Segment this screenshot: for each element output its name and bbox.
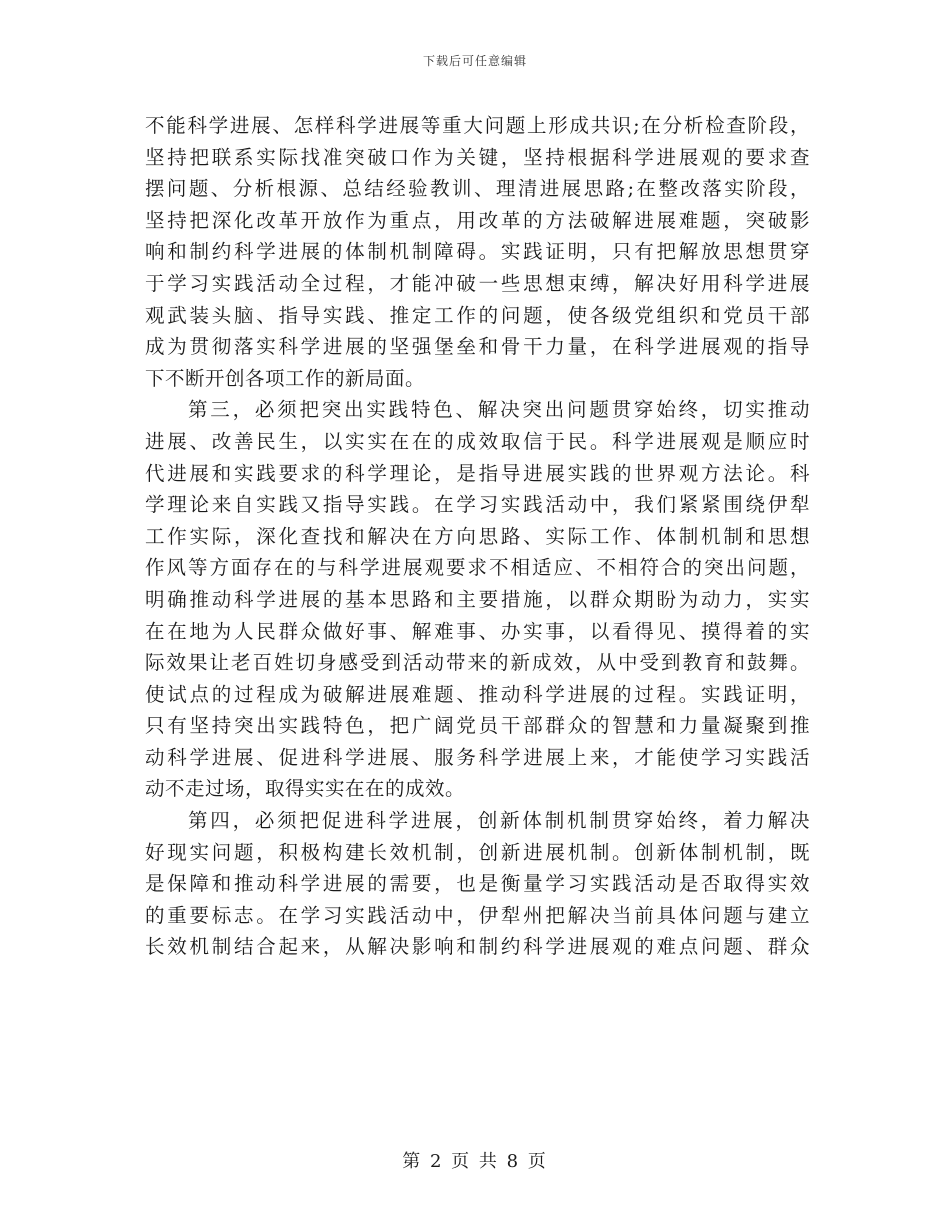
body-line: 摆问题、分析根源、总结经验教训、理清进展思路;在整改落实阶段， bbox=[145, 177, 810, 201]
body-line: 是保障和推动科学进展的需要，也是衡量学习实践活动是否取得实效 bbox=[145, 872, 810, 896]
body-line: 明确推动科学进展的基本思路和主要措施，以群众期盼为动力，实实 bbox=[145, 587, 810, 611]
header-note: 下载后可任意编辑 bbox=[422, 54, 527, 68]
body-line: 观武装头脑、指导实践、推定工作的问题，使各级党组织和党员干部 bbox=[145, 303, 810, 327]
body-line: 不能科学进展、怎样科学进展等重大问题上形成共识;在分析检查阶段， bbox=[145, 114, 810, 137]
body-line: 成为贯彻落实科学进展的坚强堡垒和骨干力量，在科学进展观的指导 bbox=[145, 335, 810, 359]
body-line: 进展、改善民生，以实实在在的成效取信于民。科学进展观是顺应时 bbox=[145, 429, 810, 453]
body-line: 坚持把深化改革开放作为重点，用改革的方法破解进展难题，突破影 bbox=[145, 208, 810, 232]
body-line: 只有坚持突出实践特色，把广阔党员干部群众的智慧和力量凝聚到推 bbox=[145, 714, 810, 738]
page-number: 第 2 页 共 8 页 bbox=[402, 1151, 548, 1172]
body-line: 在在地为人民群众做好事、解难事、办实事，以看得见、摸得着的实 bbox=[145, 619, 810, 643]
paragraph-start-line: 第四，必须把促进科学进展，创新体制机制贯穿始终，着力解决 bbox=[188, 809, 810, 833]
body-line: 作风等方面存在的与科学进展观要求不相适应、不相符合的突出问题， bbox=[145, 556, 810, 580]
body-line: 动不走过场，取得实实在在的成效。 bbox=[145, 777, 466, 801]
body-line: 代进展和实践要求的科学理论，是指导进展实践的世界观方法论。科 bbox=[145, 461, 810, 485]
body-line: 动科学进展、促进科学进展、服务科学进展上来，才能使学习实践活 bbox=[145, 745, 810, 769]
document-body bbox=[145, 110, 810, 963]
body-line: 坚持把联系实际找准突破口作为关键，坚持根据科学进展观的要求查 bbox=[145, 145, 810, 169]
body-line: 的重要标志。在学习实践活动中，伊犁州把解决当前具体问题与建立 bbox=[145, 903, 810, 927]
body-line: 际效果让老百姓切身感受到活动带来的新成效，从中受到教育和鼓舞。 bbox=[145, 651, 810, 675]
body-line: 好现实问题，积极构建长效机制，创新进展机制。创新体制机制，既 bbox=[145, 840, 810, 864]
body-line: 响和制约科学进展的体制机制障碍。实践证明，只有把解放思想贯穿 bbox=[145, 240, 810, 264]
body-line: 学理论来自实践又指导实践。在学习实践活动中，我们紧紧围绕伊犁 bbox=[145, 493, 810, 517]
body-line: 使试点的过程成为破解进展难题、推动科学进展的过程。实践证明， bbox=[145, 682, 810, 706]
body-line: 长效机制结合起来，从解决影响和制约科学进展观的难点问题、群众 bbox=[145, 935, 810, 959]
paragraph-start-line: 第三，必须把突出实践特色、解决突出问题贯穿始终，切实推动 bbox=[188, 398, 810, 422]
body-line: 工作实际，深化查找和解决在方向思路、实际工作、体制机制和思想 bbox=[145, 524, 810, 548]
body-line: 下不断开创各项工作的新局面。 bbox=[145, 366, 426, 390]
body-line: 于学习实践活动全过程，才能冲破一些思想束缚，解决好用科学进展 bbox=[145, 271, 810, 295]
